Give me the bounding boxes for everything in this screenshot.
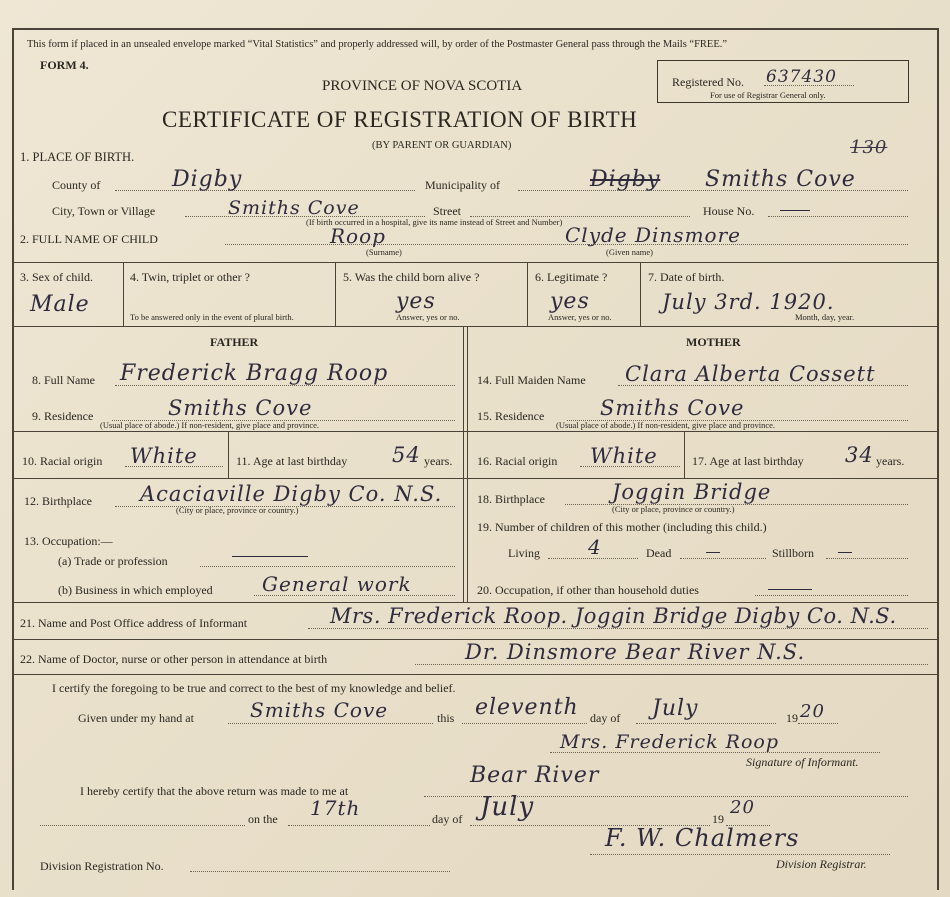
form-number: FORM 4.	[40, 58, 89, 72]
father-birthplace-note: (City or place, province or country.)	[176, 505, 299, 515]
sex-label: 3. Sex of child.	[20, 270, 93, 284]
birthdate-label: 7. Date of birth.	[648, 270, 725, 284]
given-name-note: (Given name)	[606, 247, 653, 257]
mother-birthplace-value: Joggin Bridge	[612, 480, 772, 504]
registrar-year-value: 20	[730, 797, 755, 818]
mother-age-value: 34	[845, 443, 874, 467]
registrar-signature-rule	[590, 854, 890, 855]
stillborn-label: Stillborn	[772, 546, 815, 560]
father-trade-dash	[232, 556, 308, 557]
mother-racial-value: White	[590, 444, 658, 468]
registrar-day-value: 17th	[310, 796, 361, 820]
registered-label: Registered No.	[672, 75, 744, 89]
left-rule	[12, 28, 14, 890]
parents-center-divider	[463, 326, 464, 602]
father-age-divider	[228, 431, 229, 478]
certify-statement: I certify the foregoing to be true and correct to the best of my knowledge and belief.	[52, 681, 456, 695]
place-heading: 1. PLACE OF BIRTH.	[20, 150, 135, 164]
registration-box	[657, 60, 909, 103]
father-name-label: 8. Full Name	[32, 373, 95, 387]
living-label: Living	[508, 546, 540, 560]
alive-label: 5. Was the child born alive ?	[343, 270, 480, 284]
given-under-label: Given under my hand at	[78, 711, 194, 725]
house-label: House No.	[703, 204, 755, 218]
row-rule-3	[12, 602, 938, 603]
father-occupation-label: 13. Occupation:—	[24, 534, 113, 548]
row-rule-5	[12, 674, 938, 675]
municipality-label: Municipality of	[425, 178, 500, 192]
given-year-rule	[798, 723, 838, 724]
registrar-month-value: July	[480, 792, 535, 822]
house-dash	[780, 210, 810, 211]
father-trade-label: (a) Trade or profession	[58, 554, 168, 568]
sex-value: Male	[30, 292, 90, 317]
mother-racial-label: 16. Racial origin	[477, 454, 558, 468]
page-title: CERTIFICATE OF REGISTRATION OF BIRTH	[162, 107, 638, 132]
registered-number: 637430	[766, 67, 837, 87]
page-subtitle: (BY PARENT OR GUARDIAN)	[372, 140, 512, 151]
given-day-value: eleventh	[475, 695, 579, 720]
given-day-rule	[462, 723, 587, 724]
surname-note: (Surname)	[366, 247, 402, 257]
mother-residence-label: 15. Residence	[477, 409, 545, 423]
given-month-value: July	[652, 696, 699, 721]
parents-center-divider-2	[467, 326, 468, 602]
registrar-day-rule	[288, 825, 430, 826]
mother-residence-value: Smiths Cove	[600, 396, 745, 420]
mother-name-value: Clara Alberta Cossett	[625, 362, 876, 386]
registrar-signature: F. W. Chalmers	[605, 824, 800, 852]
children-label: 19. Number of children of this mother (including this child.)	[477, 520, 767, 534]
mother-age-label: 17. Age at last birthday	[692, 454, 804, 468]
given-place-rule	[228, 723, 433, 724]
given-year-value: 20	[800, 701, 825, 722]
dead-rule	[680, 558, 766, 559]
informant-signature: Mrs. Frederick Roop	[560, 731, 779, 753]
child-given-name: Clyde Dinsmore	[565, 223, 741, 247]
twin-note: To be answered only in the event of plural birth.	[130, 312, 294, 322]
informant-signature-rule	[550, 752, 880, 753]
alive-note: Answer, yes or no.	[396, 312, 460, 322]
father-heading: FATHER	[210, 335, 259, 349]
city-value: Smiths Cove	[228, 197, 360, 219]
stillborn-rule	[826, 558, 908, 559]
street-label: Street	[433, 204, 461, 218]
county-value: Digby	[172, 167, 243, 192]
row3-top-rule	[12, 262, 938, 263]
house-rule	[768, 216, 908, 217]
legitimate-value: yes	[550, 289, 590, 314]
child-surname: Roop	[330, 224, 386, 248]
mother-age-unit: years.	[876, 454, 905, 468]
row3-divider-4	[640, 262, 641, 326]
father-racial-value: White	[130, 444, 198, 468]
row3-divider-3	[527, 262, 528, 326]
mother-age-divider	[684, 431, 685, 478]
mother-residence-note: (Usual place of abode.) If non-resident, give place and province.	[556, 420, 776, 430]
doctor-rule	[415, 664, 928, 665]
mother-heading: MOTHER	[686, 335, 741, 349]
mother-name-label: 14. Full Maiden Name	[477, 373, 586, 387]
registrar-signature-label: Division Registrar.	[776, 857, 867, 871]
informant-value: Mrs. Frederick Roop. Joggin Bridge Digby Co. N.S.	[330, 604, 897, 628]
father-racial-label: 10. Racial origin	[22, 454, 103, 468]
mother-birthplace-note: (City or place, province or country.)	[612, 504, 735, 514]
division-registration-label: Division Registration No.	[40, 859, 164, 873]
county-label: County of	[52, 178, 101, 192]
child-name-label: 2. FULL NAME OF CHILD	[20, 232, 158, 246]
division-registration-rule	[190, 871, 450, 872]
county-rule	[115, 190, 415, 191]
registrar-left-rule	[40, 825, 245, 826]
this-label: this	[437, 711, 455, 725]
mother-occupation-rule	[755, 595, 908, 596]
father-trade-rule	[200, 566, 455, 567]
father-business-value: General work	[262, 572, 412, 596]
municipality-struck: Digby	[590, 167, 661, 192]
registrar-dayof-label: day of	[432, 812, 463, 826]
doctor-value: Dr. Dinsmore Bear River N.S.	[465, 640, 806, 664]
registrar-statement: I hereby certify that the above return was made to me at	[80, 784, 349, 798]
day-of-label: day of	[590, 711, 621, 725]
alive-value: yes	[396, 289, 436, 314]
row-rule-1	[12, 431, 938, 432]
father-age-value: 54	[392, 443, 421, 467]
mother-birthplace-label: 18. Birthplace	[477, 492, 545, 506]
father-name-value: Frederick Bragg Roop	[120, 361, 389, 386]
birthdate-note: Month, day, year.	[795, 312, 855, 322]
row3-divider-2	[335, 262, 336, 326]
father-age-label: 11. Age at last birthday	[236, 454, 348, 468]
given-month-rule	[636, 723, 776, 724]
dead-label: Dead	[646, 546, 672, 560]
informant-signature-label: Signature of Informant.	[746, 755, 859, 769]
given-year-prefix: 19	[786, 711, 798, 725]
father-business-label: (b) Business in which employed	[58, 583, 213, 597]
registrar-place-value: Bear River	[470, 763, 600, 788]
father-residence-value: Smiths Cove	[168, 396, 313, 420]
registered-note: For use of Registrar General only.	[710, 90, 826, 100]
top-rule	[12, 28, 938, 30]
row3-bottom-rule	[12, 326, 938, 327]
dead-dash	[706, 552, 720, 553]
living-value: 4	[588, 535, 602, 559]
mail-notice: This form if placed in an unsealed envelope marked “Vital Statistics” and properly addressed will, by order of the Postmaster General pass through the Mails “FREE.”	[27, 39, 728, 50]
given-place-value: Smiths Cove	[250, 698, 389, 722]
informant-label: 21. Name and Post Office address of Informant	[20, 616, 248, 630]
municipality-value: Smiths Cove	[705, 167, 856, 192]
mother-occupation-dash	[768, 589, 812, 590]
registered-rule	[764, 85, 854, 86]
father-birthplace-value: Acaciaville Digby Co. N.S.	[140, 482, 443, 506]
father-age-unit: years.	[424, 454, 453, 468]
right-rule	[937, 28, 939, 890]
registrar-year-prefix: 19	[712, 812, 724, 826]
street-note: (If birth occurred in a hospital, give its name instead of Street and Number)	[306, 217, 563, 227]
father-birthplace-label: 12. Birthplace	[24, 494, 92, 508]
stillborn-dash	[838, 552, 852, 553]
row3-divider-1	[123, 262, 124, 326]
mother-occupation-label: 20. Occupation, if other than household duties	[477, 583, 699, 597]
province-heading: PROVINCE OF NOVA SCOTIA	[322, 78, 523, 94]
corner-mark: 130	[850, 137, 888, 158]
twin-label: 4. Twin, triplet or other ?	[130, 270, 250, 284]
doctor-label: 22. Name of Doctor, nurse or other person in attendance at birth	[20, 652, 328, 666]
legitimate-note: Answer, yes or no.	[548, 312, 612, 322]
legitimate-label: 6. Legitimate ?	[535, 270, 608, 284]
informant-rule	[308, 628, 928, 629]
birthdate-value: July 3rd. 1920.	[662, 290, 835, 314]
on-the-label: on the	[248, 812, 278, 826]
city-label: City, Town or Village	[52, 204, 156, 218]
father-residence-note: (Usual place of abode.) If non-resident, give place and province.	[100, 420, 320, 430]
row-rule-2	[12, 478, 938, 479]
father-residence-label: 9. Residence	[32, 409, 94, 423]
